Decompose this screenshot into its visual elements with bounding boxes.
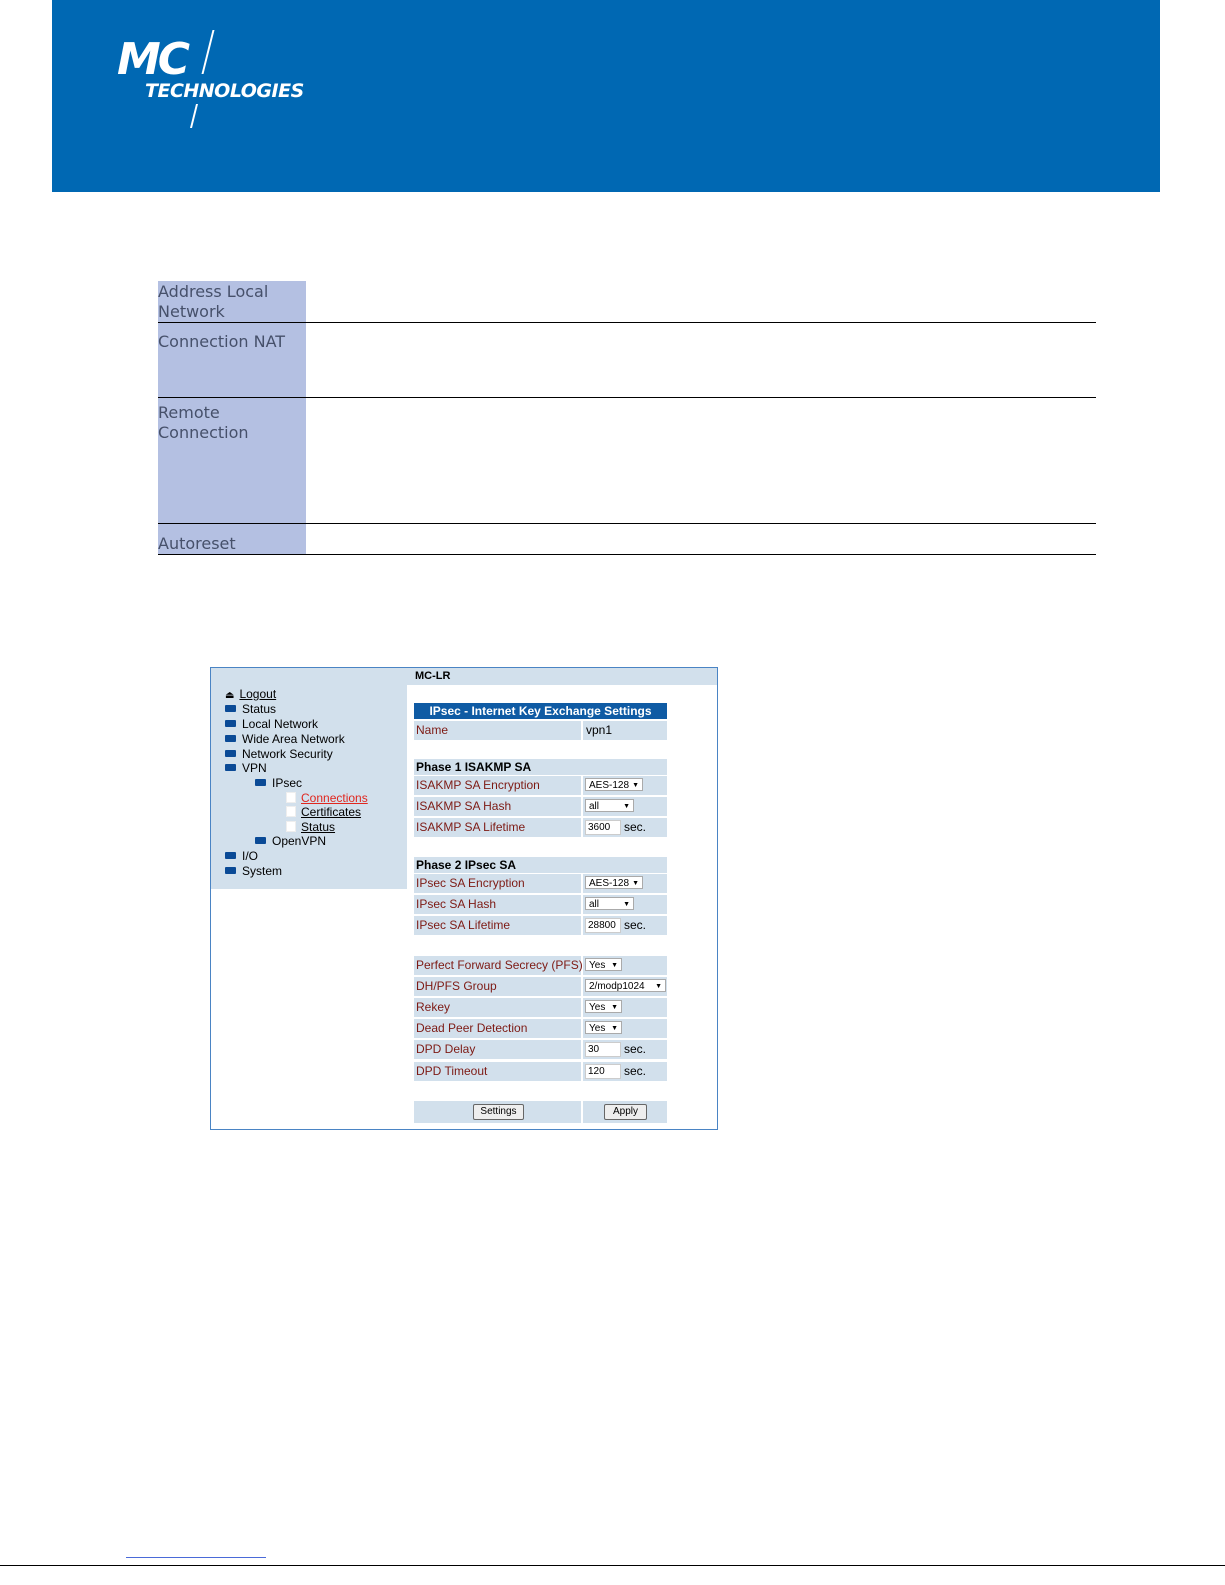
ipsec-hash-select[interactable]: all ▼ <box>585 897 634 910</box>
nav-certificates[interactable]: Certificates <box>286 805 361 820</box>
footer-link-underline[interactable] <box>126 1557 266 1558</box>
isakmp-life-label: ISAKMP SA Lifetime <box>414 818 581 837</box>
ipsec-hash-label: IPsec SA Hash <box>414 895 581 914</box>
rekey-select[interactable]: Yes ▼ <box>585 1000 622 1013</box>
name-value: vpn1 <box>583 721 667 740</box>
isakmp-enc-row <box>414 776 667 795</box>
dh-label: DH/PFS Group <box>414 977 581 996</box>
dh-group-select[interactable]: 2/modp1024 ▼ <box>585 979 666 992</box>
dpd-select[interactable]: Yes ▼ <box>585 1021 622 1034</box>
param-row <box>158 524 1096 555</box>
folder-icon <box>255 837 266 844</box>
form-header: IPsec - Internet Key Exchange Settings <box>414 703 667 719</box>
param-label: Connection NAT <box>158 323 306 397</box>
ipsec-enc-label: IPsec SA Encryption <box>414 874 581 893</box>
nav-status[interactable]: Status <box>225 702 276 717</box>
phase2-title: Phase 2 IPsec SA <box>414 857 667 873</box>
footer-rule <box>0 1565 1225 1566</box>
isakmp-hash-row <box>414 797 667 816</box>
folder-icon <box>255 779 266 786</box>
ipsec-enc-row <box>414 874 667 893</box>
dpd-row <box>414 1019 667 1038</box>
param-label: Autoreset <box>158 524 306 554</box>
logo-mc: MC <box>117 34 188 85</box>
dpd-delay-row <box>414 1040 667 1059</box>
dpd-timeout-label: DPD Timeout <box>414 1062 581 1081</box>
dh-row <box>414 977 667 996</box>
page-icon <box>286 821 296 832</box>
logo-technologies: TECHNOLOGIES <box>145 80 304 102</box>
nav-openvpn[interactable]: OpenVPN <box>255 834 326 849</box>
ipsec-lifetime-input[interactable]: 28800 <box>585 918 621 933</box>
nav-system[interactable]: System <box>225 864 282 879</box>
param-row <box>158 281 1096 323</box>
folder-icon <box>225 735 236 742</box>
isakmp-life-row <box>414 818 667 837</box>
device-topbar <box>211 668 717 685</box>
isakmp-enc-label: ISAKMP SA Encryption <box>414 776 581 795</box>
folder-icon <box>225 867 236 874</box>
chevron-down-icon: ▼ <box>611 962 618 969</box>
rekey-row <box>414 998 667 1017</box>
folder-icon <box>225 750 236 757</box>
isakmp-lifetime-input[interactable]: 3600 <box>585 820 621 835</box>
parameter-table <box>158 281 1096 555</box>
unit-label: sec. <box>624 820 647 834</box>
dpd-timeout-input[interactable]: 120 <box>585 1064 621 1079</box>
nav-logout[interactable]: ⏏ Logout <box>225 687 277 701</box>
pfs-label: Perfect Forward Secrecy (PFS) <box>414 956 581 975</box>
ipsec-enc-select[interactable]: AES-128 ▼ <box>585 876 643 889</box>
ipsec-life-label: IPsec SA Lifetime <box>414 916 581 935</box>
folder-icon <box>225 705 236 712</box>
param-label: Address Local Network <box>158 281 306 322</box>
nav-wan[interactable]: Wide Area Network <box>225 732 345 747</box>
dpd-timeout-row <box>414 1062 667 1081</box>
nav-vpn[interactable]: VPN <box>225 761 267 776</box>
nav-ipsec-status[interactable]: Status <box>286 820 335 835</box>
settings-button[interactable]: Settings <box>473 1104 524 1120</box>
folder-icon <box>225 720 236 727</box>
name-row <box>414 721 667 740</box>
chevron-down-icon: ▼ <box>623 901 630 908</box>
chevron-down-icon: ▼ <box>611 1004 618 1011</box>
unit-label: sec. <box>624 1064 647 1078</box>
phase1-title: Phase 1 ISAKMP SA <box>414 759 667 775</box>
isakmp-hash-select[interactable]: all ▼ <box>585 799 634 812</box>
folder-icon <box>225 764 236 771</box>
unit-label: sec. <box>624 918 647 932</box>
param-label: Remote Connection <box>158 398 306 523</box>
pfs-row <box>414 956 667 975</box>
chevron-down-icon: ▼ <box>655 983 662 990</box>
apply-button[interactable]: Apply <box>604 1104 647 1120</box>
folder-icon <box>225 852 236 859</box>
logout-icon: ⏏ <box>225 690 235 701</box>
chevron-down-icon: ▼ <box>623 803 630 810</box>
pfs-select[interactable]: Yes ▼ <box>585 958 622 971</box>
unit-label: sec. <box>624 1042 647 1056</box>
dpd-delay-label: DPD Delay <box>414 1040 581 1059</box>
ipsec-life-row <box>414 916 667 935</box>
isakmp-hash-label: ISAKMP SA Hash <box>414 797 581 816</box>
page-icon <box>286 806 296 817</box>
nav-local-network[interactable]: Local Network <box>225 717 318 732</box>
device-title: MC-LR <box>415 670 451 682</box>
nav-network-security[interactable]: Network Security <box>225 747 333 762</box>
chevron-down-icon: ▼ <box>611 1025 618 1032</box>
chevron-down-icon: ▼ <box>632 880 639 887</box>
rekey-label: Rekey <box>414 998 581 1017</box>
nav-io[interactable]: I/O <box>225 849 258 864</box>
nav-connections[interactable]: Connections <box>286 791 368 806</box>
chevron-down-icon: ▼ <box>632 782 639 789</box>
page-icon <box>286 792 296 803</box>
param-row <box>158 398 1096 524</box>
button-row <box>414 1101 667 1123</box>
nav-ipsec[interactable]: IPsec <box>255 776 302 791</box>
dpd-label: Dead Peer Detection <box>414 1019 581 1038</box>
isakmp-enc-select[interactable]: AES-128 ▼ <box>585 778 643 791</box>
param-row <box>158 323 1096 398</box>
device-screenshot <box>210 667 718 1130</box>
dpd-delay-input[interactable]: 30 <box>585 1042 621 1057</box>
ipsec-hash-row <box>414 895 667 914</box>
name-label: Name <box>414 721 581 740</box>
